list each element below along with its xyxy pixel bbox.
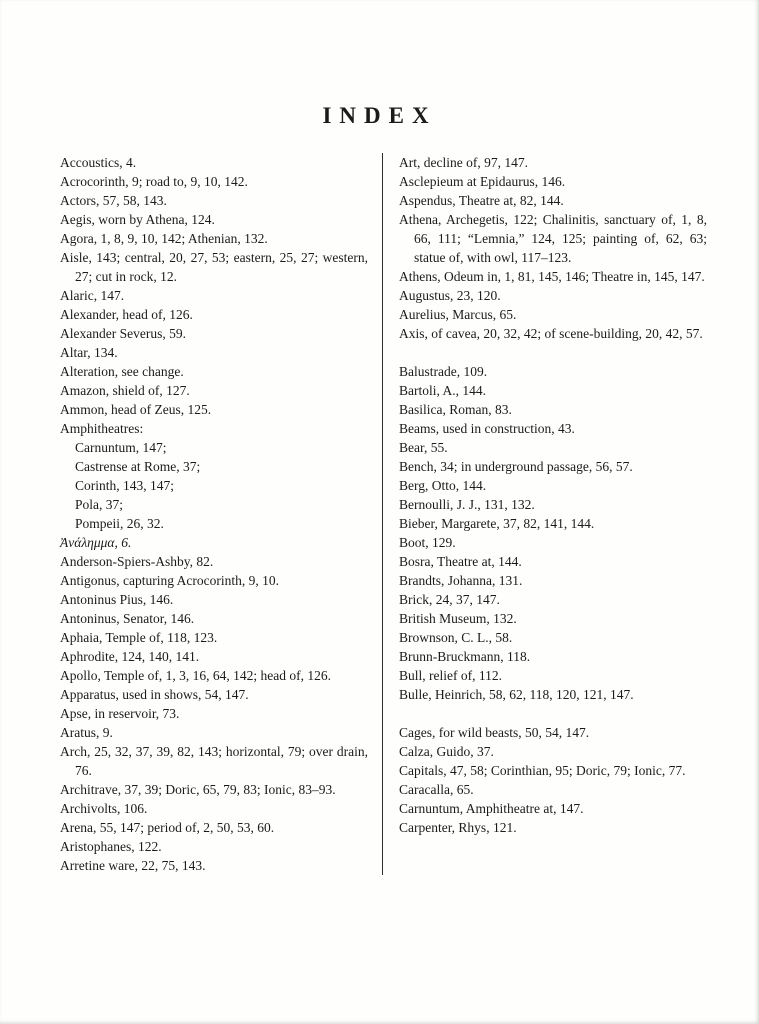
index-entry: Cages, for wild beasts, 50, 54, 147. (399, 725, 590, 740)
index-entry: Capitals, 47, 58; Corinthian, 95; Doric, 79; Ionic, 77. (399, 763, 686, 778)
index-entry: Aphaia, Temple of, 118, 123. (60, 630, 218, 645)
index-entry: Anderson-Spiers-Ashby, 82. (60, 554, 214, 569)
index-entry: Alexander Severus, 59. (60, 326, 186, 341)
index-entry: Art, decline of, 97, 147. (399, 155, 528, 170)
index-entry: Berg, Otto, 144. (399, 478, 487, 493)
index-subentry: Carnuntum, 147; (75, 440, 167, 455)
index-entry: Brick, 24, 37, 147. (399, 592, 500, 607)
index-entry: Carpenter, Rhys, 121. (399, 820, 517, 835)
index-entry: Alaric, 147. (60, 288, 125, 303)
index-subentry: Pola, 37; (75, 497, 124, 512)
index-entry: Beams, used in construction, 43. (399, 421, 575, 436)
index-entry: Arch, 25, 32, 37, 39, 82, 143; horizontal, 79; over drain, 76. (60, 744, 368, 778)
index-entry: Bench, 34; in underground passage, 56, 57. (399, 459, 633, 474)
index-entry: Athena, Archegetis, 122; Chalinitis, sanctuary of, 1, 8, 66, 111; “Lemnia,” 124, 125; painting of, 62, 63; statue of, with owl, 117–123. (399, 212, 707, 265)
index-entry: Acrocorinth, 9; road to, 9, 10, 142. (60, 174, 248, 189)
index-entry: Alexander, head of, 126. (60, 307, 193, 322)
index-entry: Amphitheatres: (60, 421, 144, 436)
section-gap (399, 704, 707, 723)
index-subentry: Corinth, 143, 147; (75, 478, 175, 493)
index-entry: Aegis, worn by Athena, 124. (60, 212, 215, 227)
index-entry: Asclepieum at Epidaurus, 146. (399, 174, 566, 189)
index-entry: Apse, in reservoir, 73. (60, 706, 180, 721)
index-entry: Aratus, 9. (60, 725, 113, 740)
index-entry: Bull, relief of, 112. (399, 668, 502, 683)
index-entry: Axis, of cavea, 20, 32, 42; of scene-building, 20, 42, 57. (399, 326, 703, 341)
index-entry: Altar, 134. (60, 345, 118, 360)
index-entry: Apparatus, used in shows, 54, 147. (60, 687, 249, 702)
index-entry: Bernoulli, J. J., 131, 132. (399, 497, 535, 512)
index-entry: Accoustics, 4. (60, 155, 137, 170)
index-entry: Ammon, head of Zeus, 125. (60, 402, 212, 417)
index-entry: Arena, 55, 147; period of, 2, 50, 53, 60. (60, 820, 275, 835)
index-entry: Aisle, 143; central, 20, 27, 53; eastern, 25, 27; western, 27; cut in rock, 12. (60, 250, 368, 284)
index-entry: Calza, Guido, 37. (399, 744, 494, 759)
index-entry: Bulle, Heinrich, 58, 62, 118, 120, 121, 147. (399, 687, 634, 702)
index-entry: Boot, 129. (399, 535, 456, 550)
index-entry: Brownson, C. L., 58. (399, 630, 513, 645)
index-entry: Ἀνάλημμα, 6. (60, 535, 132, 550)
index-entry: Basilica, Roman, 83. (399, 402, 512, 417)
index-entry: Bear, 55. (399, 440, 448, 455)
index-entry: Archivolts, 106. (60, 801, 148, 816)
index-column-right (383, 153, 707, 875)
index-entry: Antoninus Pius, 146. (60, 592, 174, 607)
index-entry: Brandts, Johanna, 131. (399, 573, 523, 588)
index-entry: Alteration, see change. (60, 364, 184, 379)
index-entry: Augustus, 23, 120. (399, 288, 501, 303)
index-subentry: Pompeii, 26, 32. (75, 516, 164, 531)
index-entry: Aphrodite, 124, 140, 141. (60, 649, 200, 664)
index-entry: Antoninus, Senator, 146. (60, 611, 195, 626)
section-gap (399, 343, 707, 362)
index-entry: Balustrade, 109. (399, 364, 488, 379)
index-entry: Athens, Odeum in, 1, 81, 145, 146; Theatre in, 145, 147. (399, 269, 705, 284)
index-column-left (60, 153, 382, 875)
index-entry: Aristophanes, 122. (60, 839, 162, 854)
index-entry: Architrave, 37, 39; Doric, 65, 79, 83; Ionic, 83–93. (60, 782, 336, 797)
index-entry: Antigonus, capturing Acrocorinth, 9, 10. (60, 573, 279, 588)
index-entry: Apollo, Temple of, 1, 3, 16, 64, 142; head of, 126. (60, 668, 332, 683)
index-columns (0, 153, 759, 875)
index-entry: Bieber, Margarete, 37, 82, 141, 144. (399, 516, 595, 531)
index-entry: Aurelius, Marcus, 65. (399, 307, 517, 322)
index-entry: Amazon, shield of, 127. (60, 383, 190, 398)
index-entry: Carnuntum, Amphitheatre at, 147. (399, 801, 584, 816)
index-subentry: Castrense at Rome, 37; (75, 459, 201, 474)
index-entry: Aspendus, Theatre at, 82, 144. (399, 193, 564, 208)
index-entry: British Museum, 132. (399, 611, 517, 626)
index-entry: Actors, 57, 58, 143. (60, 193, 167, 208)
index-entry: Brunn-Bruckmann, 118. (399, 649, 531, 664)
page-title: INDEX (322, 103, 437, 128)
index-entry: Bosra, Theatre at, 144. (399, 554, 522, 569)
index-entry: Caracalla, 65. (399, 782, 474, 797)
index-entry: Arretine ware, 22, 75, 143. (60, 858, 206, 873)
index-entry: Bartoli, A., 144. (399, 383, 486, 398)
index-entry: Agora, 1, 8, 9, 10, 142; Athenian, 132. (60, 231, 268, 246)
